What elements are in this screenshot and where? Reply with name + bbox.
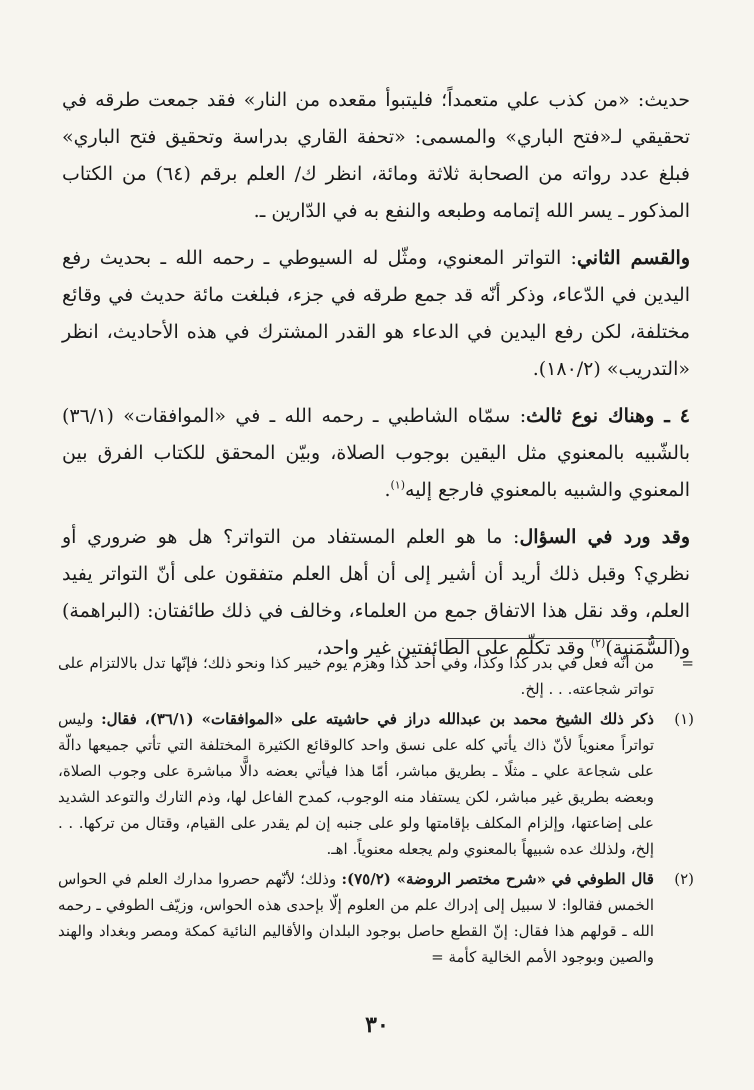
page-number: ٣٠ bbox=[365, 1012, 389, 1038]
footnote-text: وليس تواتراً معنوياً لأنّ ذاك يأتي كله على نسق واحد كالوقائع الكثيرة المختلفة التي تأتي جميعها دالّة على شجاعة علي ـ مثلًا ـ بطريق مباشر، أمّا هذا فيأتي بعضه دالًّا مباشرة على وجوب الصلاة، وبعضه بطريق غير مباشر، لكن يستفاد منه الوجوب، كمدح الفاعل لها، وذم التارك والتوعد الشديد على إضاعتها، وإلزام المكلف بإقامتها ولو على جنبه إن لم يقدر على القيام، وقتال من تركها. . . إلخ، ولذلك عده شبيهاً بالمعنوي ولم يجعله معنوياً. اهـ. bbox=[58, 710, 655, 858]
paragraph-third-type bbox=[62, 398, 690, 509]
footnote-separator bbox=[445, 638, 675, 639]
main-text bbox=[62, 82, 690, 667]
footnotes bbox=[58, 650, 694, 974]
footnote-ref-1[interactable]: (١) bbox=[390, 478, 406, 492]
footnote-heading: ذكر ذلك الشيخ محمد بن عبدالله دراز في حاشيته على «الموافقات» (٣٦/١)، فقال: bbox=[101, 710, 654, 728]
paragraph-heading: والقسم الثاني bbox=[576, 247, 691, 269]
paragraph-text: : التواتر المعنوي، ومثّل له السيوطي ـ رحمه الله ـ بحديث رفع اليدين في الدّعاء، وذكر أنّه قد جمع طرقه في جزء، فبلغت مائة حديث في وقائع مختلفة، لكن رفع اليدين في الدعاء هو القدر المشترك في هذه الأحاديث، انظر «التدريب» (١٨٠/٢). bbox=[62, 247, 690, 380]
paragraph-text: : سمّاه الشاطبي ـ رحمه الله ـ في «الموافقات» (٣٦/١) بالشّبيه بالمعنوي مثل اليقين بوجوب الصلاة، وبيّن المحقق للكتاب الفرق بين المعنوي والشبيه بالمعنوي فارجع إليه bbox=[62, 405, 690, 501]
footnote-1 bbox=[58, 706, 694, 862]
footnote-text: من أنّه فعل في بدر كذا وكذا، وفي أحد كذا وهزم يوم خيبر كذا ونحو ذلك؛ فإنّها تدل بالالتزام على تواتر شجاعته. . . إلخ. bbox=[58, 654, 654, 698]
paragraph-second-section bbox=[62, 240, 690, 388]
paragraph-tail: وقد تكلّم على الطائفتين غير واحد، bbox=[316, 637, 591, 659]
footnote-number: = bbox=[681, 654, 694, 672]
paragraph-heading: وقد ورد في السؤال bbox=[519, 526, 690, 548]
paragraph-hadith-example bbox=[62, 82, 690, 230]
footnote-ref-2[interactable]: (٢) bbox=[590, 636, 606, 650]
footnote-heading: قال الطوفي في «شرح مختصر الروضة» (٧٥/٢): bbox=[341, 870, 654, 888]
footnote-text: وذلك؛ لأنّهم حصروا مدارك العلم في الحواس الخمس فقالوا: لا سبيل إلى إدراك علم من العلوم إلّا بإحدى هذه الحواس، وزيّف الطوفي ـ رحمه الله ـ قولهم هذا فقال: إنّ القطع حاصل بوجود البلدان والأقاليم النائية كمكة ومصر وبغداد والهند والصين وبوجود الأمم الخالية كأمة = bbox=[58, 870, 654, 966]
footnote-continued bbox=[58, 650, 694, 702]
footnote-2 bbox=[58, 866, 694, 970]
paragraph-tail: . bbox=[384, 479, 391, 501]
paragraph-heading: ٤ ـ وهناك نوع ثالث bbox=[526, 405, 690, 427]
paragraph-text: حديث: «من كذب علي متعمداً؛ فليتبوأ مقعده من النار» فقد جمعت طرقه في تحقيقي لـ«فتح الباري» والمسمى: «تحفة القاري بدراسة وتحقيق فتح الباري» فبلغ عدد رواته من الصحابة ثلاثة ومائة، انظر ك/ العلم برقم (٦٤) من الكتاب المذكور ـ يسر الله إتمامه وطبعه والنفع به في الدّارين ـ. bbox=[62, 89, 690, 222]
footnote-number: (١) bbox=[674, 710, 694, 728]
footnote-number: (٢) bbox=[674, 870, 694, 888]
paragraph-text: : ما هو العلم المستفاد من التواتر؟ هل هو ضروري أو نظري؟ وقبل ذلك أريد أن أشير إلى أن أهل العلم متفقون على أنّ التواتر يفيد العلم، وقد نقل هذا الاتفاق جمع من العلماء، وخالف في ذلك طائفتان: (البراهمة) و(السُّمَنية) bbox=[62, 526, 690, 659]
paragraph-question bbox=[62, 519, 690, 667]
